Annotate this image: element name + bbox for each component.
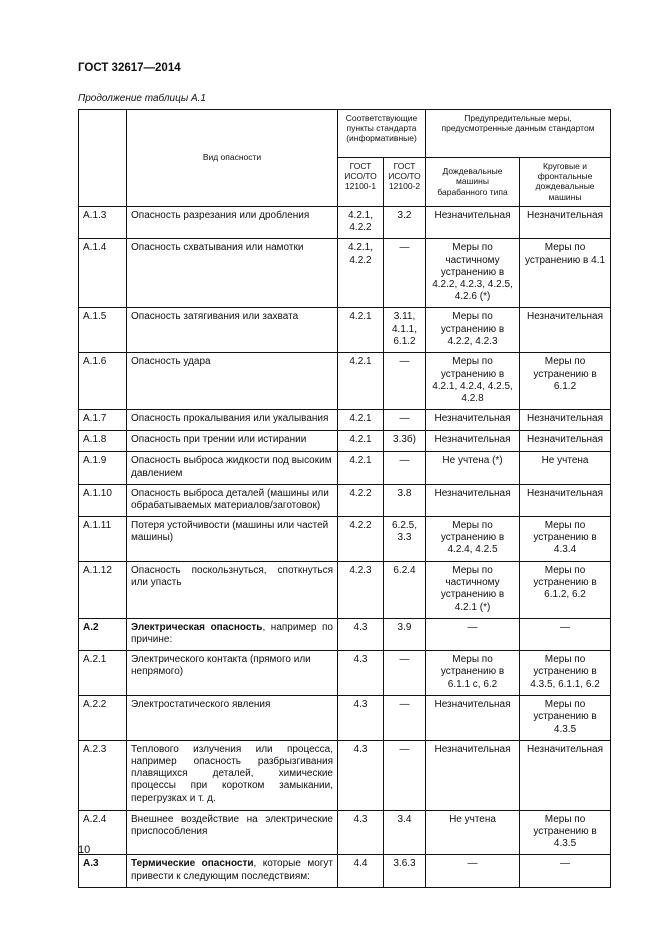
row-std2-ref: 3.2 bbox=[384, 207, 426, 239]
row-id: А.1.12 bbox=[79, 562, 127, 619]
row-std1-ref: 4.2.3 bbox=[338, 562, 384, 619]
row-id: А.1.7 bbox=[79, 410, 127, 431]
row-circular-measure: Меры по устранению в 4.3.5, 6.1.1, 6.2 bbox=[520, 651, 611, 696]
row-drum-measure: Меры по устранению в 6.1.1 с, 6.2 bbox=[426, 651, 520, 696]
row-description-rest: , например по причине: bbox=[131, 621, 333, 645]
row-drum-measure: Меры по устранению в 4.2.1, 4.2.4, 4.2.5, 4.2.8 bbox=[426, 353, 520, 410]
row-std1-ref: 4.3 bbox=[338, 740, 384, 810]
table-row bbox=[79, 207, 611, 239]
row-drum-measure: Незначительная bbox=[426, 207, 520, 239]
row-circular-measure: Незначительная bbox=[520, 740, 611, 810]
table-row bbox=[79, 517, 611, 562]
header-drum-machines: Дождевальные машины барабанного типа bbox=[426, 158, 520, 207]
row-drum-measure: Меры по частичному устранению в 4.2.1 (*) bbox=[426, 562, 520, 619]
row-id: А.3 bbox=[79, 855, 127, 887]
row-id: А.2.1 bbox=[79, 651, 127, 696]
row-std1-ref: 4.2.1 bbox=[338, 308, 384, 353]
row-std2-ref: — bbox=[384, 452, 426, 484]
row-std1-ref: 4.2.1 bbox=[338, 410, 384, 431]
row-std2-ref: 3.8 bbox=[384, 484, 426, 516]
row-std1-ref: 4.2.1 bbox=[338, 452, 384, 484]
row-circular-measure: Не учтена bbox=[520, 452, 611, 484]
row-std1-ref: 4.4 bbox=[338, 855, 384, 887]
table-row bbox=[79, 740, 611, 810]
row-std1-ref: 4.2.2 bbox=[338, 484, 384, 516]
table-row bbox=[79, 562, 611, 619]
row-std2-ref: 6.2.5, 3.3 bbox=[384, 517, 426, 562]
row-std2-ref: — bbox=[384, 740, 426, 810]
row-description: Опасность выброса жидкости под высоким давлением bbox=[127, 452, 338, 484]
header-hazard-type: Вид опасности bbox=[127, 110, 338, 207]
row-description bbox=[127, 618, 338, 650]
row-std1-ref: 4.3 bbox=[338, 651, 384, 696]
row-std1-ref: 4.2.1, 4.2.2 bbox=[338, 207, 384, 239]
row-description bbox=[127, 855, 338, 887]
document-title: ГОСТ 32617—2014 bbox=[78, 62, 181, 74]
row-std2-ref: — bbox=[384, 353, 426, 410]
row-circular-measure: Меры по устранению в 6.1.2, 6.2 bbox=[520, 562, 611, 619]
row-id: А.2 bbox=[79, 618, 127, 650]
row-id: А.1.10 bbox=[79, 484, 127, 516]
row-id: А.1.9 bbox=[79, 452, 127, 484]
header-row-top bbox=[79, 110, 611, 158]
row-std2-ref: 3.3б) bbox=[384, 431, 426, 452]
row-std2-ref: 3.11, 4.1.1, 6.1.2 bbox=[384, 308, 426, 353]
row-id: А.2.2 bbox=[79, 696, 127, 741]
row-drum-measure: Незначительная bbox=[426, 696, 520, 741]
row-drum-measure: Меры по частичному устранению в 4.2.2, 4.2.3, 4.2.5, 4.2.6 (*) bbox=[426, 239, 520, 308]
row-std1-ref: 4.2.2 bbox=[338, 517, 384, 562]
row-description-bold: Термические опасности bbox=[131, 858, 254, 870]
row-description-bold: Электрическая опасность bbox=[131, 621, 263, 633]
row-drum-measure: Не учтена (*) bbox=[426, 452, 520, 484]
row-drum-measure: Меры по устранению в 4.2.2, 4.2.3 bbox=[426, 308, 520, 353]
table-row bbox=[79, 431, 611, 452]
table-caption: Продолжение таблицы А.1 bbox=[78, 93, 206, 104]
table-row bbox=[79, 353, 611, 410]
row-description: Опасность поскользнуться, споткнуться или упасть bbox=[127, 562, 338, 619]
row-description: Опасность удара bbox=[127, 353, 338, 410]
row-description: Внешнее воздействие на электрические приспособления bbox=[127, 810, 338, 855]
row-id: А.1.4 bbox=[79, 239, 127, 308]
row-id: А.1.5 bbox=[79, 308, 127, 353]
row-description: Опасность разрезания или дробления bbox=[127, 207, 338, 239]
row-description: Опасность схватывания или намотки bbox=[127, 239, 338, 308]
row-description: Опасность затягивания или захвата bbox=[127, 308, 338, 353]
header-circular-machines: Круговые и фронтальные дождевальные машины bbox=[520, 158, 611, 207]
row-std1-ref: 4.2.1 bbox=[338, 353, 384, 410]
header-std2: ГОСТ ИСО/ТО 12100-2 bbox=[384, 158, 426, 207]
row-circular-measure: Меры по устранению в 4.3.5 bbox=[520, 810, 611, 855]
row-std1-ref: 4.2.1 bbox=[338, 431, 384, 452]
row-std1-ref: 4.3 bbox=[338, 696, 384, 741]
row-circular-measure: Незначительная bbox=[520, 410, 611, 431]
row-std2-ref: — bbox=[384, 651, 426, 696]
header-corresponding-points: Соответствующие пункты стандарта (информативные) bbox=[338, 110, 426, 158]
table-body bbox=[79, 207, 611, 888]
row-drum-measure: Меры по устранению в 4.2.4, 4.2.5 bbox=[426, 517, 520, 562]
table-row bbox=[79, 452, 611, 484]
row-circular-measure: Меры по устранению в 4.1 bbox=[520, 239, 611, 308]
row-description: Опасность выброса деталей (машины или обрабатываемых материалов/заготовок) bbox=[127, 484, 338, 516]
row-std2-ref: — bbox=[384, 239, 426, 308]
table-row bbox=[79, 308, 611, 353]
page-number: 10 bbox=[78, 844, 91, 856]
row-description: Опасность прокалывания или укалывания bbox=[127, 410, 338, 431]
header-empty-cell bbox=[79, 110, 127, 207]
row-std1-ref: 4.3 bbox=[338, 810, 384, 855]
row-id: А.1.8 bbox=[79, 431, 127, 452]
row-std2-ref: — bbox=[384, 410, 426, 431]
row-circular-measure: — bbox=[520, 618, 611, 650]
row-description-rest: , которые могут привести к следующим последствиям: bbox=[131, 858, 333, 882]
row-drum-measure: Незначительная bbox=[426, 484, 520, 516]
row-std2-ref: 3.6.3 bbox=[384, 855, 426, 887]
header-preventive-measures: Предупредительные меры, предусмотренные данным стандартом bbox=[426, 110, 611, 158]
row-circular-measure: Незначительная bbox=[520, 431, 611, 452]
hazards-table bbox=[78, 109, 611, 888]
table-row bbox=[79, 239, 611, 308]
row-std2-ref: 6.2.4 bbox=[384, 562, 426, 619]
table-row bbox=[79, 810, 611, 855]
row-id: А.1.11 bbox=[79, 517, 127, 562]
row-circular-measure: Незначительная bbox=[520, 207, 611, 239]
table-row bbox=[79, 651, 611, 696]
row-std2-ref: — bbox=[384, 696, 426, 741]
table-row bbox=[79, 618, 611, 650]
row-circular-measure: Незначительная bbox=[520, 308, 611, 353]
row-id: А.1.6 bbox=[79, 353, 127, 410]
row-description: Опасность при трении или истирании bbox=[127, 431, 338, 452]
table-row bbox=[79, 484, 611, 516]
row-drum-measure: — bbox=[426, 618, 520, 650]
row-drum-measure: Не учтена bbox=[426, 810, 520, 855]
row-drum-measure: — bbox=[426, 855, 520, 887]
row-std1-ref: 4.2.1, 4.2.2 bbox=[338, 239, 384, 308]
row-description: Теплового излучения или процесса, например опасность разбрызгивания плавящихся деталей, химические процессы при коротком замыкании, перегрузках и т. д. bbox=[127, 740, 338, 810]
row-id: А.2.4 bbox=[79, 810, 127, 855]
row-id: А.1.3 bbox=[79, 207, 127, 239]
table-row bbox=[79, 855, 611, 887]
row-drum-measure: Незначительная bbox=[426, 740, 520, 810]
row-std2-ref: 3.4 bbox=[384, 810, 426, 855]
row-id: А.2.3 bbox=[79, 740, 127, 810]
row-description: Электрического контакта (прямого или непрямого) bbox=[127, 651, 338, 696]
table-row bbox=[79, 696, 611, 741]
row-description: Электростатического явления bbox=[127, 696, 338, 741]
row-circular-measure: Меры по устранению в 6.1.2 bbox=[520, 353, 611, 410]
row-circular-measure: — bbox=[520, 855, 611, 887]
row-std1-ref: 4.3 bbox=[338, 618, 384, 650]
row-drum-measure: Незначительная bbox=[426, 431, 520, 452]
row-circular-measure: Незначительная bbox=[520, 484, 611, 516]
row-circular-measure: Меры по устранению в 4.3.4 bbox=[520, 517, 611, 562]
row-description: Потеря устойчивости (машины или частей машины) bbox=[127, 517, 338, 562]
row-circular-measure: Меры по устранению в 4.3.5 bbox=[520, 696, 611, 741]
header-std1: ГОСТ ИСО/ТО 12100-1 bbox=[338, 158, 384, 207]
row-drum-measure: Незначительная bbox=[426, 410, 520, 431]
table-row bbox=[79, 410, 611, 431]
row-std2-ref: 3.9 bbox=[384, 618, 426, 650]
